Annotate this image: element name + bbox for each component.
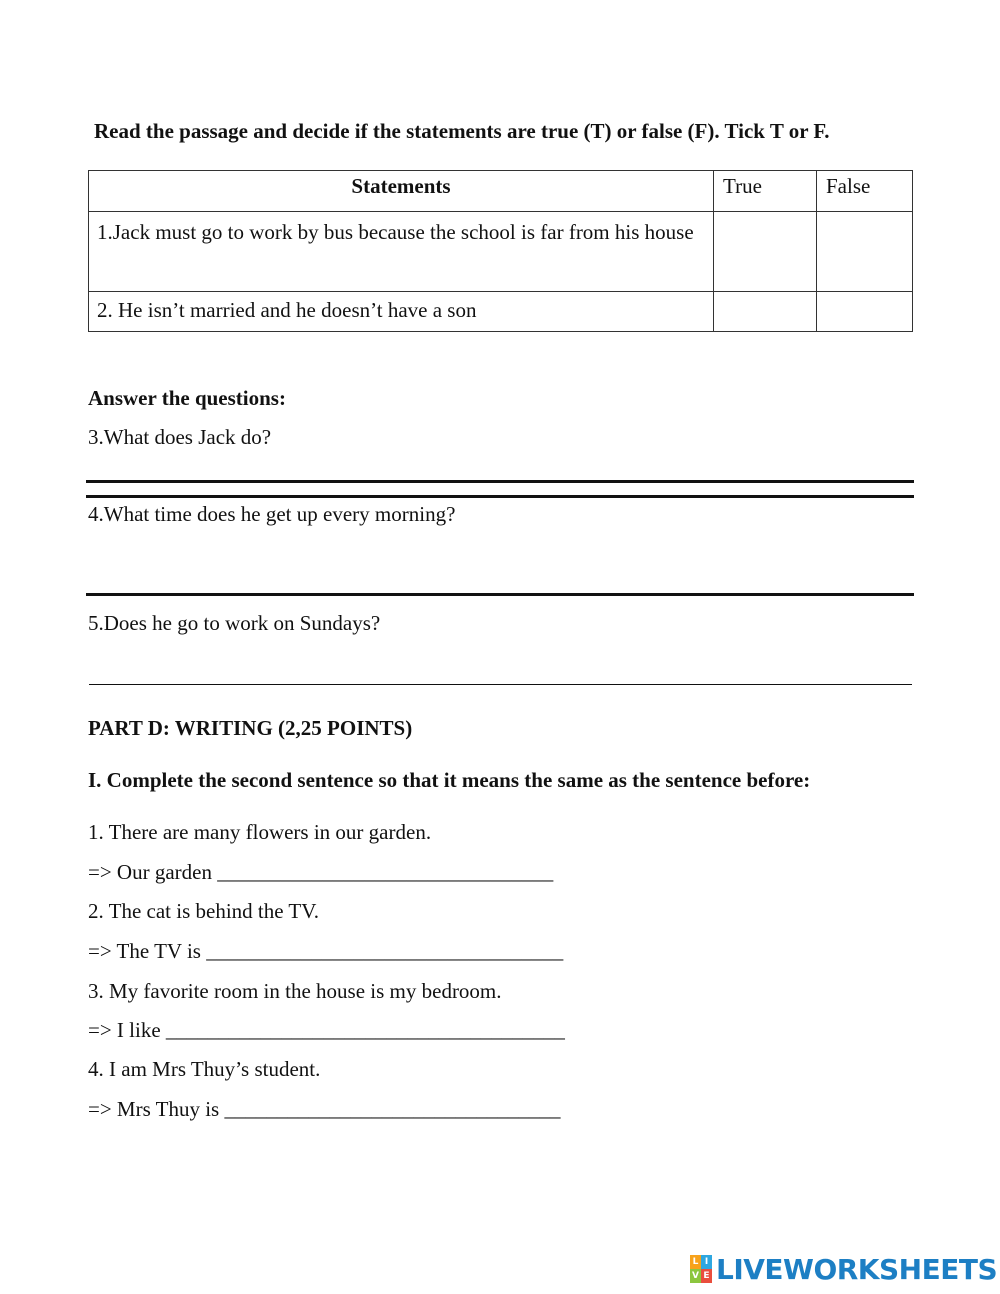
rewrite-prompt-1[interactable]: => Our garden ________________________________	[88, 860, 554, 884]
logo-mark-icon: L I V E	[690, 1255, 712, 1283]
logo-text: LIVEWORKSHEETS	[716, 1252, 998, 1286]
answer-line-divider	[86, 495, 914, 498]
rewrite-prompt-2[interactable]: => The TV is __________________________________	[88, 939, 564, 963]
statement-2: 2. He isn’t married and he doesn’t have a son	[89, 292, 714, 332]
liveworksheets-logo	[690, 1253, 997, 1285]
instruction-text: Read the passage and decide if the statements are true (T) or false (F). Tick T or F.	[94, 119, 830, 143]
answer-line-4[interactable]	[86, 593, 914, 596]
rewrite-sentence-1: 1. There are many flowers in our garden.	[88, 820, 432, 844]
table-header-row	[89, 171, 913, 212]
section-i-heading: I. Complete the second sentence so that it means the same as the sentence before:	[88, 768, 811, 792]
answer-line-3[interactable]	[86, 480, 914, 483]
table-row	[89, 292, 913, 332]
true-checkbox-1[interactable]	[714, 212, 817, 292]
rewrite-prompt-4[interactable]: => Mrs Thuy is ________________________________	[88, 1097, 561, 1121]
questions-heading: Answer the questions:	[88, 386, 286, 410]
header-false: False	[817, 171, 913, 212]
part-d-heading: PART D: WRITING (2,25 POINTS)	[88, 716, 413, 740]
question-5: 5.Does he go to work on Sundays?	[88, 611, 381, 635]
true-false-table	[88, 170, 913, 332]
true-checkbox-2[interactable]	[714, 292, 817, 332]
header-true: True	[714, 171, 817, 212]
statement-1: 1.Jack must go to work by bus because the school is far from his house	[89, 212, 714, 292]
answer-line-5[interactable]	[89, 684, 912, 685]
rewrite-sentence-2: 2. The cat is behind the TV.	[88, 899, 319, 923]
false-checkbox-1[interactable]	[817, 212, 913, 292]
false-checkbox-2[interactable]	[817, 292, 913, 332]
question-3: 3.What does Jack do?	[88, 425, 272, 449]
table-row	[89, 212, 913, 292]
header-statements: Statements	[89, 171, 714, 212]
rewrite-sentence-4: 4. I am Mrs Thuy’s student.	[88, 1057, 321, 1081]
question-4: 4.What time does he get up every morning?	[88, 502, 456, 526]
rewrite-prompt-3[interactable]: => I like ______________________________________	[88, 1018, 565, 1042]
rewrite-sentence-3: 3. My favorite room in the house is my bedroom.	[88, 979, 502, 1003]
